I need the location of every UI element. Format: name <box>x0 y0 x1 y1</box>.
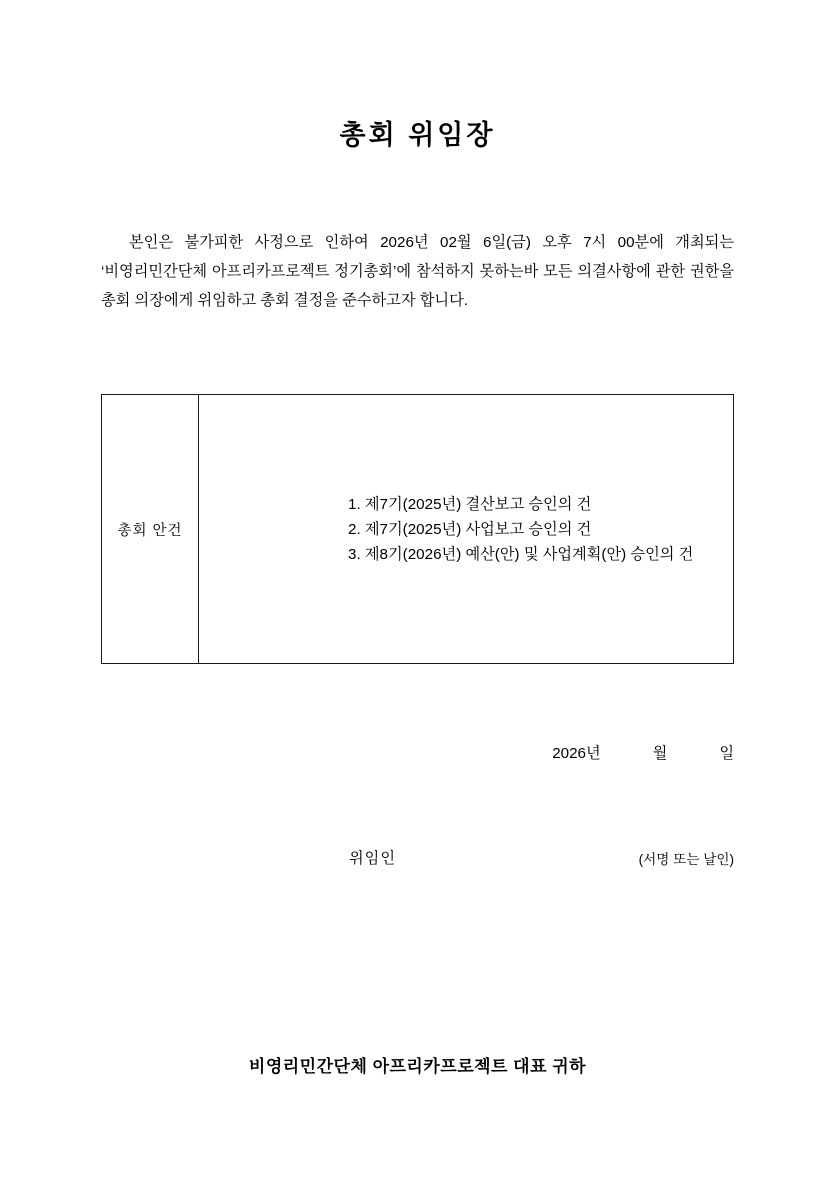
date-day: 일 <box>719 745 734 762</box>
agenda-item: 2. 제7기(2025년) 사업보고 승인의 건 <box>348 520 592 538</box>
agenda-table <box>101 394 734 664</box>
agenda-label-cell: 총회 안건 <box>102 395 199 663</box>
agenda-item: 3. 제8기(2026년) 예산(안) 및 사업계획(안) 승인의 건 <box>348 545 694 563</box>
agenda-body-cell <box>199 395 733 663</box>
intro-paragraph: 본인은 불가피한 사정으로 인하여 2026년 02월 6일(금) 오후 7시 00분에 개최되는 ‘비영리민간단체 아프리카프로젝트 정기총회’에 참석하지 못하는바 모든 의결사항에 관한 권한을 총회 의장에게 위임하고 총회 결정을 준수하고자 합니다. <box>101 234 734 309</box>
date-year: 2026년 <box>552 745 601 762</box>
date-line <box>0 742 734 763</box>
page-title: 총회 위임장 <box>339 120 496 150</box>
footer-recipient: 비영리민간단체 아프리카프로젝트 대표 귀하 <box>248 1057 587 1076</box>
signature-label: 위임인 <box>349 850 397 867</box>
agenda-item: 1. 제7기(2025년) 결산보고 승인의 건 <box>348 495 592 513</box>
date-month: 월 <box>652 745 668 762</box>
signature-note: (서명 또는 날인) <box>638 852 734 867</box>
